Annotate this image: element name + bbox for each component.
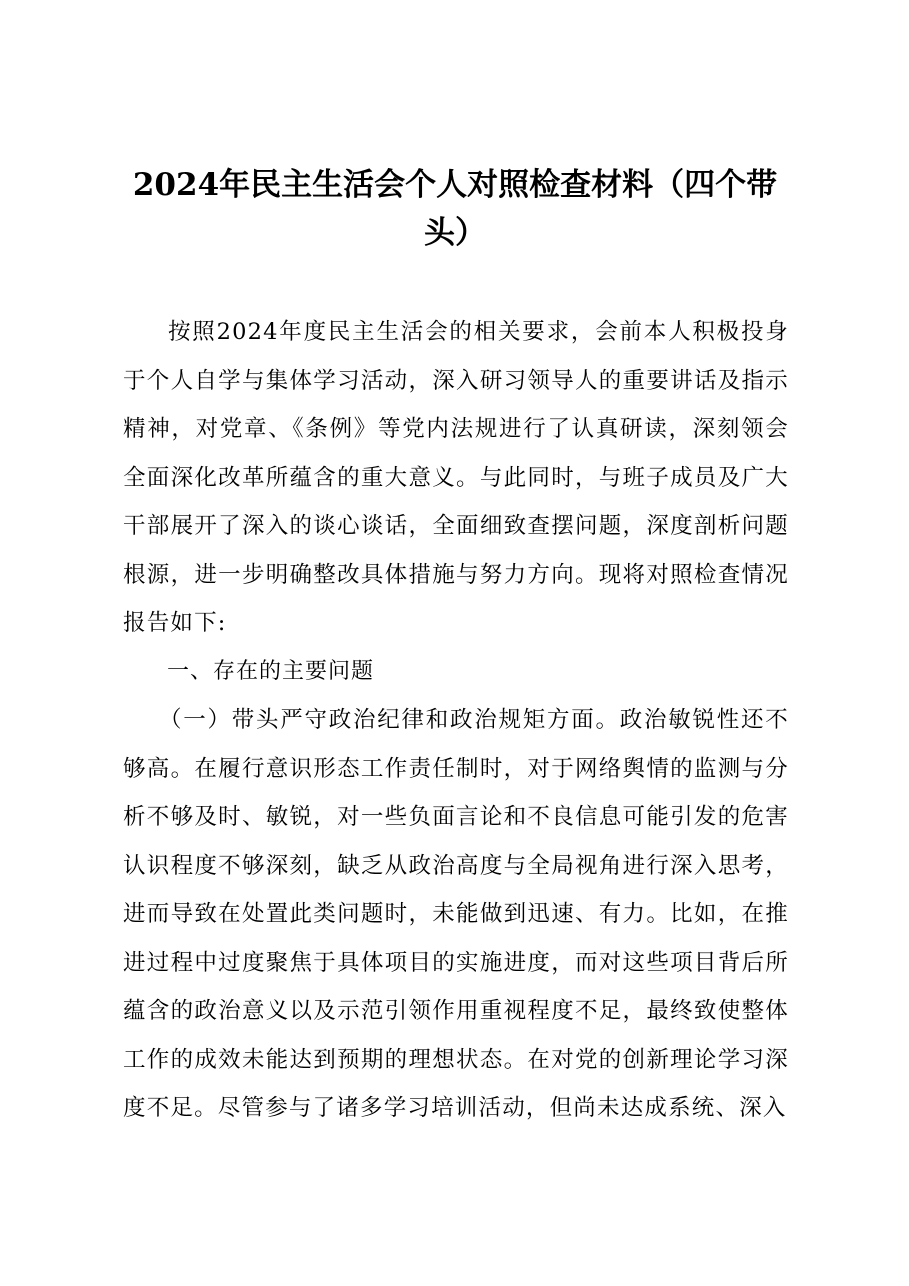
document-title: 2024年民主生活会个人对照检查材料（四个带头）	[132, 167, 778, 251]
document-body	[123, 308, 789, 1133]
section-heading-problems: 一、存在的主要问题	[167, 658, 375, 684]
intro-paragraph: 按照2024年度民主生活会的相关要求，会前本人积极投身于个人自学与集体学习活动，深入研习领导人的重要讲话及指示精神，对党章、《条例》等党内法规进行了认真研读，深刻领会全面深化改革所蕴含的重大意义。与此同时，与班子成员及广大干部展开了深入的谈心谈话，全面细致查摆问题，深度剖析问题根源，进一步明确整改具体措施与努力方向。现将对照检查情况报告如下:	[123, 319, 789, 636]
section-item-paragraph: （一）带头严守政治纪律和政治规矩方面。政治敏锐性还不够高。在履行意识形态工作责任制时，对于网络舆情的监测与分析不够及时、敏锐，对一些负面言论和不良信息可能引发的危害认识程度不够深刻，缺乏从政治高度与全局视角进行深入思考，进而导致在处置此类问题时，未能做到迅速、有力。比如，在推进过程中过度聚焦于具体项目的实施进度，而对这些项目背后所蕴含的政治意义以及示范引领作用重视程度不足，最终致使整体工作的成效未能达到预期的理想状态。在对党的创新理论学习深度不足。尽管参与了诸多学习培训活动，但尚未达成系统、深入	[123, 707, 789, 1121]
